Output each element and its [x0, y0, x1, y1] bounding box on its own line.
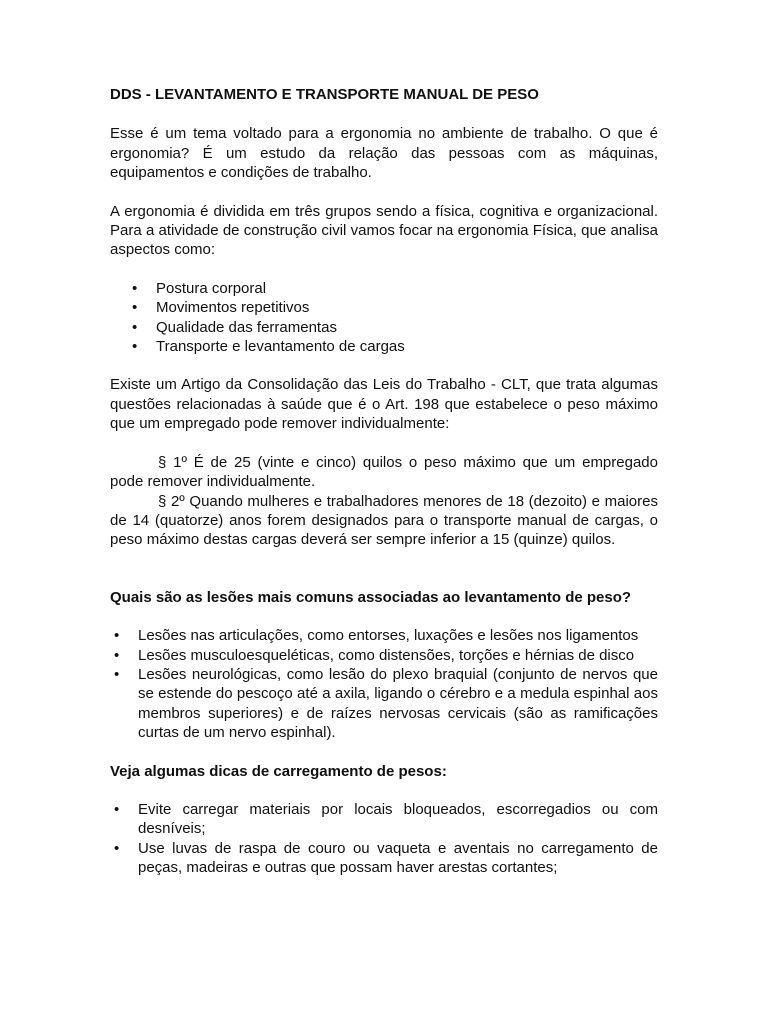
list-item: • Lesões musculoesqueléticas, como distensões, torções e hérnias de disco — [110, 646, 658, 665]
list-item: • Evite carregar materiais por locais bloqueados, escorregadios ou com desníveis; — [110, 800, 658, 839]
list-item: • Postura corporal — [110, 279, 658, 298]
list-item: • Transporte e levantamento de cargas — [110, 337, 658, 356]
tips-list — [110, 800, 658, 878]
document-body — [110, 85, 658, 878]
section-2-paragraph: § 2º Quando mulheres e trabalhadores menores de 18 (dezoito) e maiores de 14 (quatorze) anos forem designados para o transporte manual de cargas, o peso máximo destas cargas deverá ser sempre inferior a 15 (quinze) quilos. — [110, 492, 658, 549]
list-item: • Use luvas de raspa de couro ou vaqueta e aventais no carregamento de peças, madeiras e outras que possam haver arestas cortantes; — [110, 839, 658, 878]
section-1-paragraph: § 1º É de 25 (vinte e cinco) quilos o peso máximo que um empregado pode remover individualmente. — [110, 453, 658, 491]
list-item: • Qualidade das ferramentas — [110, 318, 658, 337]
list-item: • Lesões nas articulações, como entorses, luxações e lesões nos ligamentos — [110, 626, 658, 645]
injuries-list — [110, 626, 658, 742]
ergonomics-groups-paragraph: A ergonomia é dividida em três grupos sendo a física, cognitiva e organizacional. Para a atividade de construção civil vamos focar na ergonomia Física, que analisa aspectos como: — [110, 202, 658, 259]
clt-paragraph: Existe um Artigo da Consolidação das Leis do Trabalho - CLT, que trata algumas questões relacionadas à saúde que é o Art. 198 que estabelece o peso máximo que um empregado pode remover individualmente: — [110, 376, 658, 433]
list-item: • Movimentos repetitivos — [110, 298, 658, 317]
document-title: DDS - LEVANTAMENTO E TRANSPORTE MANUAL DE PESO — [110, 86, 539, 103]
intro-paragraph: Esse é um tema voltado para a ergonomia no ambiente de trabalho. O que é ergonomia? É um estudo da relação das pessoas com as máquinas, equipamentos e condições de trabalho. — [110, 125, 658, 182]
injuries-heading: Quais são as lesões mais comuns associadas ao levantamento de peso? — [110, 588, 632, 606]
list-item: • Lesões neurológicas, como lesão do plexo braquial (conjunto de nervos que se estende do pescoço até a axila, ligando o cérebro e a medula espinhal aos membros superiores) e de raízes nervosas cervicais (são as ramificações curtas de um nervo espinhal). — [110, 665, 658, 743]
tips-heading: Veja algumas dicas de carregamento de pesos: — [110, 762, 447, 780]
aspects-list — [110, 279, 658, 357]
